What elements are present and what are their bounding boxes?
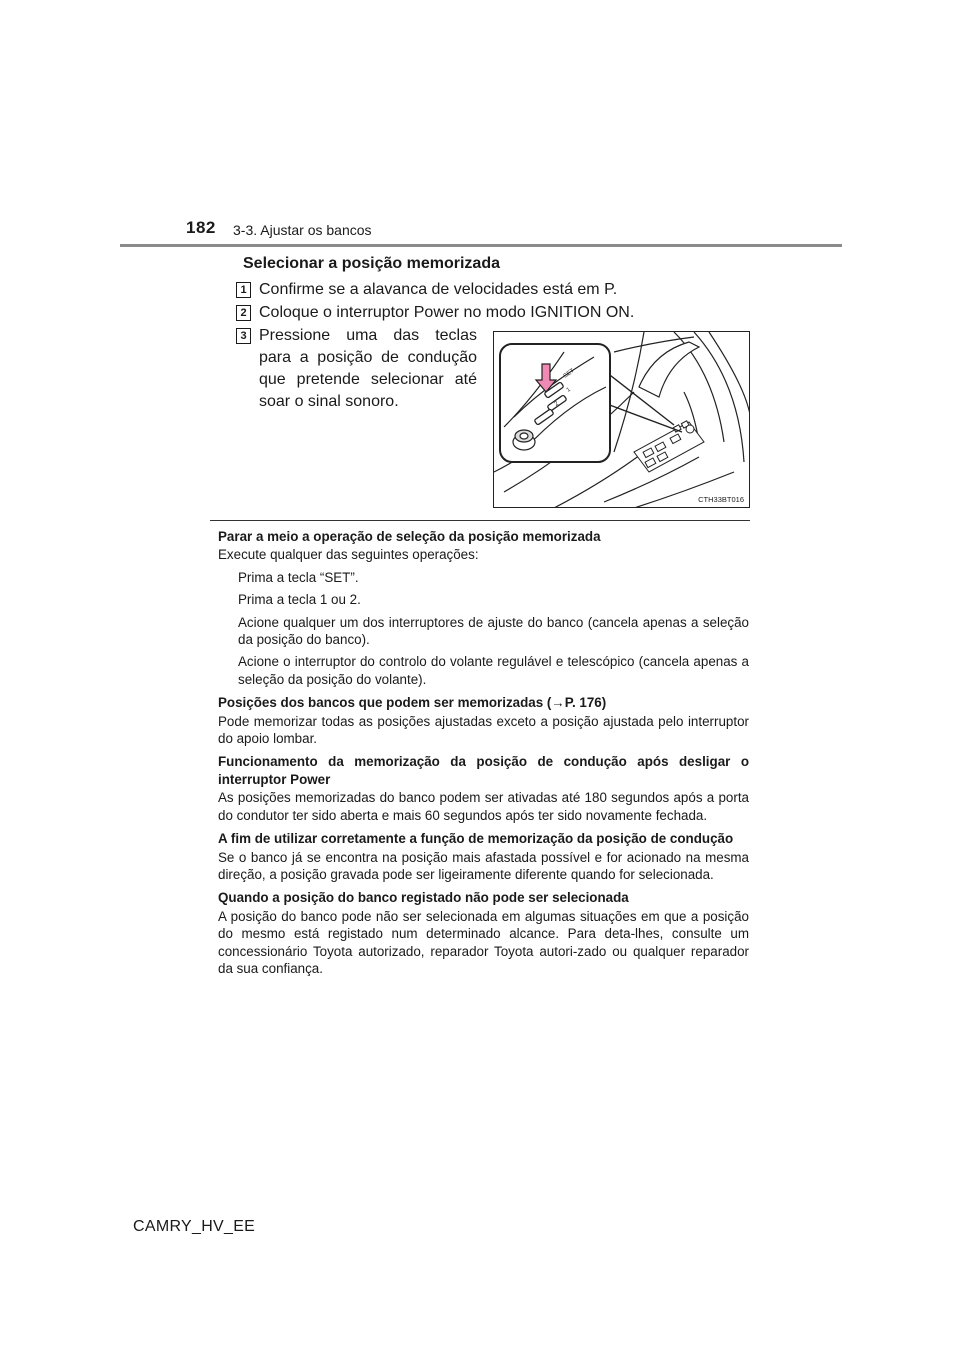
note-heading-not-selected: Quando a posição do banco registado não pode ser selecionada	[218, 890, 629, 906]
step-badge-1: 1	[236, 282, 251, 298]
bullet-item: Prima a tecla “SET”.	[238, 569, 359, 585]
door-panel-drawing	[494, 332, 750, 508]
step-badge-2: 2	[236, 305, 251, 321]
note-heading-positions: Posições dos bancos que podem ser memorizadas (→P. 176)	[218, 695, 607, 711]
figure-code: CTH33BT016	[698, 495, 744, 504]
bullet-item: Prima a tecla 1 ou 2.	[238, 592, 361, 608]
step-text-2: Coloque o interruptor Power no modo IGNITION ON.	[259, 304, 635, 321]
page-number: 182	[186, 218, 216, 237]
button-1-label: 1	[565, 386, 572, 394]
step-text-1: Confirme se a alavanca de velocidades está em P.	[259, 281, 618, 298]
note-body-not-selected: A posição do banco pode não ser selecionada em algumas situações em que a posição do mesmo está registado num determinado alcance. Para deta-lhes, consulte um concessionário Toyota autorizado, reparador Toyota autori-zado ou qualquer reparador da sua confiança.	[218, 908, 749, 976]
procedure-title: Selecionar a posição memorizada	[243, 255, 500, 272]
model-code: CAMRY_HV_EE	[133, 1218, 256, 1235]
bullet-item: Acione qualquer um dos interruptores de ajuste do banco (cancela apenas a seleção da posição do banco).	[238, 614, 749, 648]
note-body-correct-use: Se o banco já se encontra na posição mais afastada possível e for acionado na mesma direção, a posição gravada pode ser ligeiramente diferente quando for selecionada.	[218, 849, 749, 882]
header-rule	[120, 244, 842, 247]
note-heading-correct-use: A fim de utilizar corretamente a função de memorização da posição de condução	[218, 831, 734, 847]
note-heading-cancel: Parar a meio a operação de seleção da posição memorizada	[218, 529, 601, 544]
bullet-item: Acione o interruptor do controlo do volante regulável e telescópico (cancela apenas a seleção da posição do volante).	[238, 654, 749, 687]
notes-section	[218, 528, 749, 977]
section-title: 3-3. Ajustar os bancos	[233, 222, 372, 238]
step-text-3: Pressione uma das teclas para a posição de condução que pretende selecionar até soar o sinal sonoro.	[259, 327, 477, 410]
notes-divider	[210, 520, 750, 521]
note-body-cancel: Execute qualquer das seguintes operações:	[218, 547, 479, 563]
note-body-after-off: As posições memorizadas do banco podem ser ativadas até 180 segundos após a porta do condutor ter sido aberta e mais 60 segundos após ter sido novamente fechada.	[218, 790, 749, 823]
memory-switch-illustration	[493, 331, 750, 508]
step-badge-3: 3	[236, 328, 251, 344]
note-heading-after-off: Funcionamento da memorização da posição de condução após desligar o interruptor Power	[218, 754, 749, 787]
button-2-label: 2	[553, 400, 560, 408]
note-body-positions: Pode memorizar todas as posições ajustadas exceto a posição ajustada pelo interruptor do apoio lombar.	[218, 713, 749, 747]
set-button-label: SET	[562, 368, 576, 380]
